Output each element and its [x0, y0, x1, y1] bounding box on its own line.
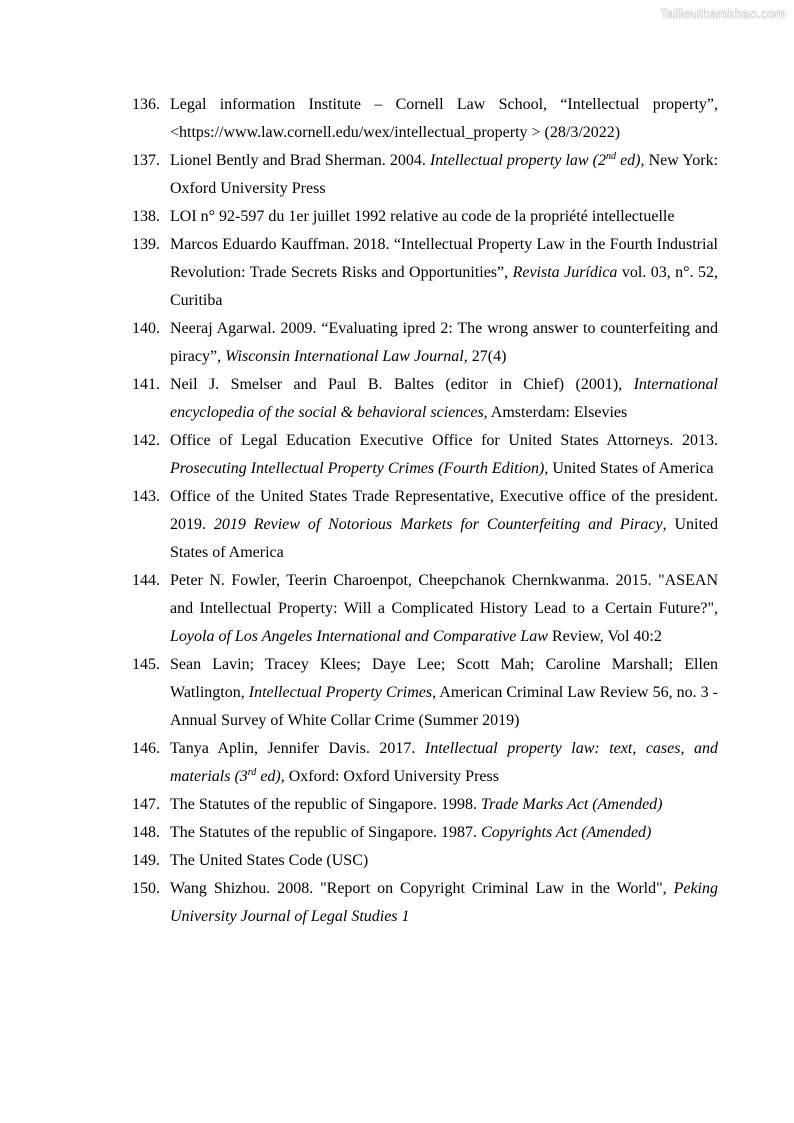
reference-segment: Peter N. Fowler, Teerin Charoenpot, Cheepchanok Chernkwanma. 2015. "ASEAN and Intellectual Property: Will a Complicated History Lead to a Certain Future?",: [170, 572, 718, 617]
reference-italic-segment: Prosecuting Intellectual Property Crimes (Fourth Edition): [170, 460, 545, 477]
reference-item: [132, 427, 718, 483]
reference-text: [170, 572, 718, 645]
reference-number: 142.: [132, 432, 160, 449]
reference-number: 146.: [132, 740, 160, 757]
watermark: Tailieuthamkhao.com: [660, 6, 786, 21]
reference-italic-segment: Intellectual Property Crimes: [248, 684, 433, 701]
reference-italic-segment: ed),: [616, 152, 645, 169]
reference-italic-segment: Wisconsin International Law Journal,: [225, 348, 468, 365]
reference-segment: , United States of America: [544, 460, 714, 477]
reference-segment: Marcos Eduardo Kauffman. 2018. “Intellectual Property Law in the Fourth Industrial Revolution: Trade Secrets Risks and Opportunities”,: [170, 236, 718, 281]
reference-item: [132, 483, 718, 567]
reference-text: [170, 796, 663, 813]
reference-segment: The United States Code (USC): [170, 852, 369, 869]
reference-segment: , United States of America: [170, 516, 719, 561]
reference-italic-segment: rd: [247, 767, 257, 778]
reference-item: [132, 91, 718, 147]
reference-italic-segment: nd: [606, 151, 616, 162]
reference-number: 139.: [132, 236, 160, 253]
reference-segment: Legal information Institute – Cornell Law School, “Intellectual property”, <https://www.law.cornell.edu/wex/intellectual_property > (28/3/2022): [170, 96, 718, 141]
reference-item: [132, 203, 718, 231]
reference-item: [132, 231, 718, 315]
reference-segment: New York: Oxford University Press: [170, 152, 719, 197]
reference-italic-segment: Trade Marks Act (Amended): [481, 796, 663, 813]
reference-item: [132, 735, 718, 791]
reference-segment: vol. 03, n°. 52, Curitiba: [170, 264, 719, 309]
reference-segment: Neeraj Agarwal. 2009. “Evaluating ipred 2: The wrong answer to counterfeiting and piracy”,: [170, 320, 718, 365]
reference-number: 143.: [132, 488, 160, 505]
reference-item: [132, 875, 718, 931]
reference-number: 144.: [132, 572, 160, 589]
reference-italic-segment: International encyclopedia of the social & behavioral sciences,: [170, 376, 718, 421]
reference-italic-segment: ed),: [256, 768, 285, 785]
reference-segment: LOI n° 92-597 du 1er juillet 1992 relative au code de la propriété intellectuelle: [170, 208, 675, 225]
reference-item: [132, 567, 718, 651]
reference-number: 145.: [132, 656, 160, 673]
reference-number: 137.: [132, 152, 160, 169]
reference-item: [132, 371, 718, 427]
reference-segment: Office of Legal Education Executive Office for United States Attorneys. 2013.: [170, 432, 718, 449]
reference-item: [132, 791, 718, 819]
reference-number: 150.: [132, 880, 160, 897]
reference-segment: Review, Vol 40:2: [547, 628, 662, 645]
reference-italic-segment: Intellectual property law: text, cases, and materials (3: [170, 740, 718, 785]
reference-item: [132, 847, 718, 875]
reference-text: [170, 208, 674, 225]
reference-segment: The Statutes of the republic of Singapore. 1998.: [170, 796, 482, 813]
reference-segment: Amsterdam: Elsevies: [487, 404, 628, 421]
reference-segment: The Statutes of the republic of Singapore. 1987.: [170, 824, 482, 841]
reference-text: [170, 824, 651, 841]
reference-italic-segment: Loyola of Los Angeles International and Comparative Law: [170, 628, 548, 645]
reference-segment: , American Criminal Law Review 56, no. 3 - Annual Survey of White Collar Crime (Summer 2019): [170, 684, 718, 729]
reference-number: 141.: [132, 376, 160, 393]
reference-item: [132, 315, 718, 371]
reference-list: [132, 91, 718, 931]
reference-item: [132, 147, 718, 203]
reference-segment: Lionel Bently and Brad Sherman. 2004.: [170, 152, 430, 169]
reference-segment: Neil J. Smelser and Paul B. Baltes (editor in Chief) (2001),: [170, 376, 634, 393]
reference-segment: Oxford: Oxford University Press: [284, 768, 499, 785]
reference-italic-segment: Copyrights Act (Amended): [481, 824, 652, 841]
reference-number: 148.: [132, 824, 160, 841]
reference-number: 147.: [132, 796, 160, 813]
reference-item: [132, 651, 718, 735]
reference-number: 136.: [132, 96, 160, 113]
reference-number: 138.: [132, 208, 160, 225]
reference-segment: Wang Shizhou. 2008. "Report on Copyright Criminal Law in the World",: [170, 880, 674, 897]
reference-text: [170, 880, 718, 925]
reference-text: [170, 488, 718, 561]
reference-text: [170, 152, 718, 197]
reference-segment: Tanya Aplin, Jennifer Davis. 2017.: [170, 740, 425, 757]
reference-italic-segment: Peking University Journal of Legal Studies 1: [170, 880, 718, 925]
reference-text: [170, 96, 718, 141]
reference-text: [170, 432, 718, 477]
reference-segment: 27(4): [467, 348, 507, 365]
reference-text: [170, 852, 368, 869]
reference-text: [170, 656, 718, 729]
reference-item: [132, 819, 718, 847]
reference-italic-segment: 2019 Review of Notorious Markets for Counterfeiting and Piracy: [213, 516, 663, 533]
reference-text: [170, 320, 718, 365]
reference-segment: Office of the United States Trade Representative, Executive office of the president. 2019.: [170, 488, 718, 533]
reference-number: 149.: [132, 852, 160, 869]
reference-text: [170, 376, 718, 421]
reference-italic-segment: Revista Jurídica: [512, 264, 618, 281]
reference-text: [170, 236, 718, 309]
reference-segment: Sean Lavin; Tracey Klees; Daye Lee; Scott Mah; Caroline Marshall; Ellen Watlington,: [170, 656, 718, 701]
reference-number: 140.: [132, 320, 160, 337]
reference-text: [170, 740, 718, 785]
reference-italic-segment: Intellectual property law (2: [429, 152, 606, 169]
